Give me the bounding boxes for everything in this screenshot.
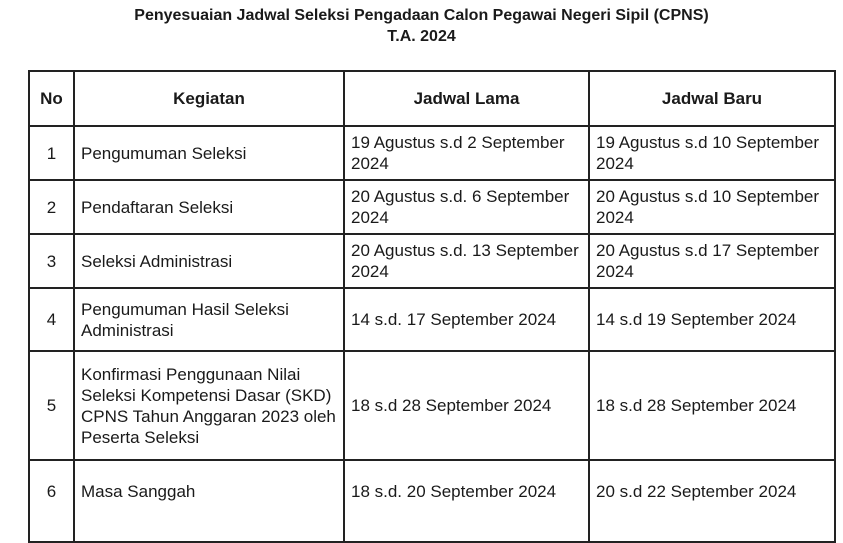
cell-no: 4 [29, 288, 74, 351]
title-line-2: T.A. 2024 [387, 28, 456, 45]
cell-no: 1 [29, 126, 74, 180]
cell-no: 2 [29, 180, 74, 234]
cell-jadwal-baru: 19 Agustus s.d 10 September 2024 [589, 126, 835, 180]
table-row [29, 460, 835, 542]
table-row [29, 288, 835, 351]
cell-jadwal-baru: 18 s.d 28 September 2024 [589, 351, 835, 460]
table-row [29, 126, 835, 180]
cell-no: 5 [29, 351, 74, 460]
cell-jadwal-baru: 20 s.d 22 September 2024 [589, 460, 835, 542]
cell-jadwal-lama: 14 s.d. 17 September 2024 [344, 288, 589, 351]
cell-jadwal-lama: 18 s.d. 20 September 2024 [344, 460, 589, 542]
cell-kegiatan: Pengumuman Hasil Seleksi Administrasi [74, 288, 344, 351]
document-title [0, 5, 843, 47]
cell-no: 3 [29, 234, 74, 288]
cell-kegiatan: Masa Sanggah [74, 460, 344, 542]
table-header-row [29, 71, 835, 126]
cell-kegiatan: Seleksi Administrasi [74, 234, 344, 288]
cell-jadwal-lama: 20 Agustus s.d. 6 September 2024 [344, 180, 589, 234]
cell-jadwal-baru: 20 Agustus s.d 17 September 2024 [589, 234, 835, 288]
cell-jadwal-lama: 19 Agustus s.d 2 September 2024 [344, 126, 589, 180]
table-row [29, 180, 835, 234]
cell-kegiatan: Pengumuman Seleksi [74, 126, 344, 180]
header-jadwal-baru: Jadwal Baru [589, 71, 835, 126]
header-kegiatan: Kegiatan [74, 71, 344, 126]
header-jadwal-lama: Jadwal Lama [344, 71, 589, 126]
cell-jadwal-baru: 20 Agustus s.d 10 September 2024 [589, 180, 835, 234]
header-no: No [29, 71, 74, 126]
cell-no: 6 [29, 460, 74, 542]
cell-jadwal-lama: 20 Agustus s.d. 13 September 2024 [344, 234, 589, 288]
table-row [29, 351, 835, 460]
cell-kegiatan: Pendaftaran Seleksi [74, 180, 344, 234]
schedule-table [28, 70, 836, 543]
cell-kegiatan: Konfirmasi Penggunaan Nilai Seleksi Kompetensi Dasar (SKD) CPNS Tahun Anggaran 2023 oleh Peserta Seleksi [74, 351, 344, 460]
title-line-1: Penyesuaian Jadwal Seleksi Pengadaan Calon Pegawai Negeri Sipil (CPNS) [134, 7, 709, 24]
cell-jadwal-lama: 18 s.d 28 September 2024 [344, 351, 589, 460]
cell-jadwal-baru: 14 s.d 19 September 2024 [589, 288, 835, 351]
table-row [29, 234, 835, 288]
